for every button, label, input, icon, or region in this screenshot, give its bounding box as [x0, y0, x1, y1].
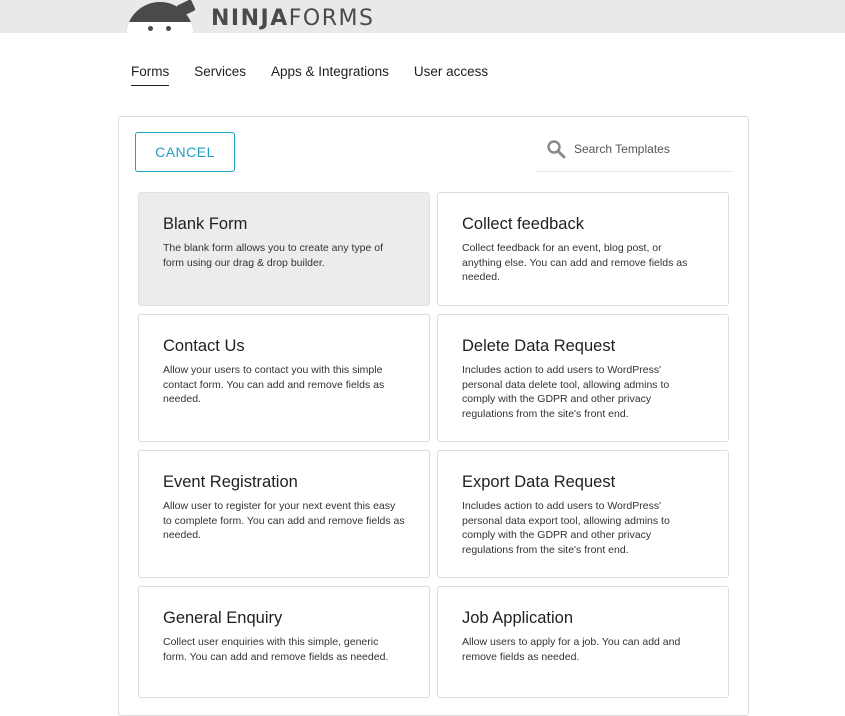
brand-name-light: FORMS	[288, 6, 375, 31]
main-tabs	[131, 64, 488, 86]
template-card-title: Delete Data Request	[462, 337, 616, 355]
cancel-button[interactable]: CANCEL	[135, 132, 235, 172]
template-card-title: Contact Us	[163, 337, 245, 355]
template-card-description: Allow user to register for your next event this easy to complete form. You can add and remove fields as needed.	[163, 500, 405, 541]
template-card-collect-feedback[interactable]	[437, 192, 729, 306]
template-card-description: Allow your users to contact you with this simple contact form. You can add and remove fields as needed.	[163, 364, 385, 405]
search-icon	[546, 139, 566, 159]
template-card-title: Export Data Request	[462, 473, 616, 491]
template-card-description: The blank form allows you to create any type of form using our drag & drop builder.	[163, 242, 384, 269]
template-card-title: Job Application	[462, 609, 573, 627]
tab-apps-integrations[interactable]: Apps & Integrations	[271, 64, 389, 79]
template-card-description: Collect feedback for an event, blog post, or anything else. You can add and remove fields as needed.	[462, 242, 688, 283]
brand-name-bold: NINJA	[211, 6, 289, 31]
template-card-title: Blank Form	[163, 215, 248, 233]
template-card-contact-us[interactable]	[138, 314, 430, 442]
template-card-title: General Enquiry	[163, 609, 283, 627]
template-card-title: Event Registration	[163, 473, 298, 491]
tab-services[interactable]: Services	[194, 64, 247, 79]
template-card-general-enquiry[interactable]	[138, 586, 430, 698]
template-card-title: Collect feedback	[462, 215, 584, 233]
template-card-delete-data-request[interactable]	[437, 314, 729, 442]
template-card-export-data-request[interactable]	[437, 450, 729, 578]
search-input[interactable]	[574, 139, 729, 159]
template-card-description: Collect user enquiries with this simple, generic form. You can add and remove fields as needed.	[163, 636, 389, 663]
template-card-description: Allow users to apply for a job. You can add and remove fields as needed.	[462, 636, 681, 663]
brand-logo-text	[211, 6, 374, 31]
template-card-description: Includes action to add users to WordPress' personal data delete tool, allowing admins to comply with the GDPR and other privacy regulations from the site's front end.	[462, 364, 670, 420]
template-card-event-registration[interactable]	[138, 450, 430, 578]
logo-knot	[176, 0, 196, 17]
tab-forms[interactable]: Forms	[131, 64, 169, 86]
template-card-blank-form[interactable]	[138, 192, 430, 306]
template-card-job-application[interactable]	[437, 586, 729, 698]
search-box	[536, 134, 733, 172]
template-card-description: Includes action to add users to WordPress' personal data export tool, allowing admins to comply with the GDPR and other privacy regulations from the site's front end.	[462, 500, 670, 556]
tab-user-access[interactable]: User access	[413, 64, 489, 79]
top-bar	[0, 0, 845, 33]
